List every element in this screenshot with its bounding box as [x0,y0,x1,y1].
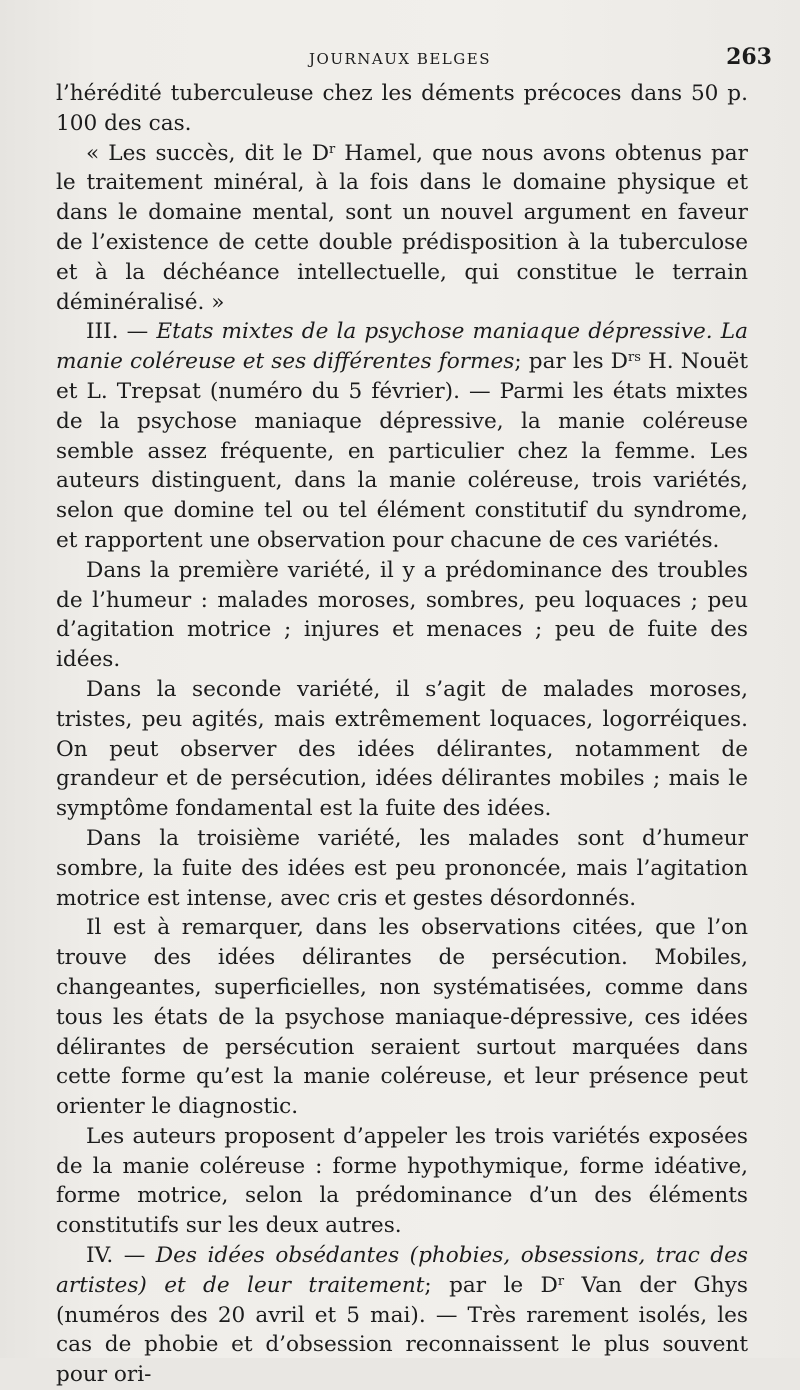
superscript: r [557,1273,565,1289]
running-title: JOURNAUX BELGES [309,50,491,68]
paragraph [56,317,748,555]
text-run: « Les succès, dit le D [86,140,330,166]
text-run: Dans la troisième variété, les malades sont d’humeur sombre, la fuite des idées est peu prononcée, mais l’agitation motrice est intense, avec cris et gestes désordonnés. [56,825,748,911]
paragraph [56,556,748,675]
paragraph [56,913,748,1122]
paragraph [56,1122,748,1241]
superscript: r [329,141,336,157]
paragraph [56,79,748,139]
body-text [56,79,748,1390]
text-run: IV. — [86,1243,156,1269]
text-run: ; par les D [514,349,628,375]
paragraph [56,824,748,913]
text-run: Van der Ghys (numéros des 20 avril et 5 mai). — Très rarement isolés, les cas de phobie et d’obsession reconnaissent le plus souvent pour ori- [56,1272,748,1388]
text-run: Hamel, que nous avons obtenus par le traitement minéral, à la fois dans le domaine physique et dans le domaine mental, sont un nouvel argument en faveur de l’existence de cette double prédisposition à la tuberculose et à la déchéance intellectuelle, qui constitue le terrain déminéralisé. » [56,140,748,315]
text-run: ; par le D [424,1272,558,1298]
paragraph [56,139,748,318]
text-run: Dans la seconde variété, il s’agit de malades moroses, tristes, peu agités, mais extrêmement loquaces, logorréiques. On peut observer des idées délirantes, notamment de grandeur et de persécution, idées délirantes mobiles ; mais le symptôme fondamental est la fuite des idées. [56,676,748,822]
text-run: III. — [86,319,157,345]
text-run: H. Nouët et L. Trepsat (numéro du 5 février). — Parmi les états mixtes de la psychose maniaque dépressive, la manie coléreuse semble assez fréquente, en particulier chez la femme. Les auteurs distinguent, dans la manie coléreuse, trois variétés, selon que domine tel ou tel élément constitutif du syndrome, et rapportent une observation pour chacune de ces variétés. [56,349,748,553]
text-run: Il est à remarquer, dans les observations citées, que l’on trouve des idées délirantes de persécution. Mobiles, changeantes, superficielles, non systématisées, comme dans tous les états de la psychose maniaque-dépressive, ces idées délirantes de persécution seraient surtout marquées dans cette forme qu’est la manie coléreuse, et leur présence peut orienter le diagnostic. [56,915,748,1120]
italic-title: Des idées obsédantes (phobies, obsessions, trac des artistes) et de leur traitement [56,1243,748,1298]
paragraph [56,675,748,824]
paragraph [56,1241,748,1390]
page-header [0,44,800,78]
page-number: 263 [726,44,772,70]
text-run: Les auteurs proposent d’appeler les trois variétés exposées de la manie coléreuse : forme hypothymique, forme idéative, forme motrice, selon la prédominance d’un des éléments constitutifs sur les deux autres. [56,1123,748,1239]
superscript: rs [628,350,641,366]
italic-title: Etats mixtes de la psychose maniaque dépressive. La manie coléreuse et ses différentes formes [56,319,748,375]
text-run: l’hérédité tuberculeuse chez les déments précoces dans 50 p. 100 des cas. [56,81,748,136]
text-run: Dans la première variété, il y a prédominance des troubles de l’humeur : malades moroses, sombres, peu loquaces ; peu d’agitation motrice ; injures et menaces ; peu de fuite des idées. [56,557,748,673]
